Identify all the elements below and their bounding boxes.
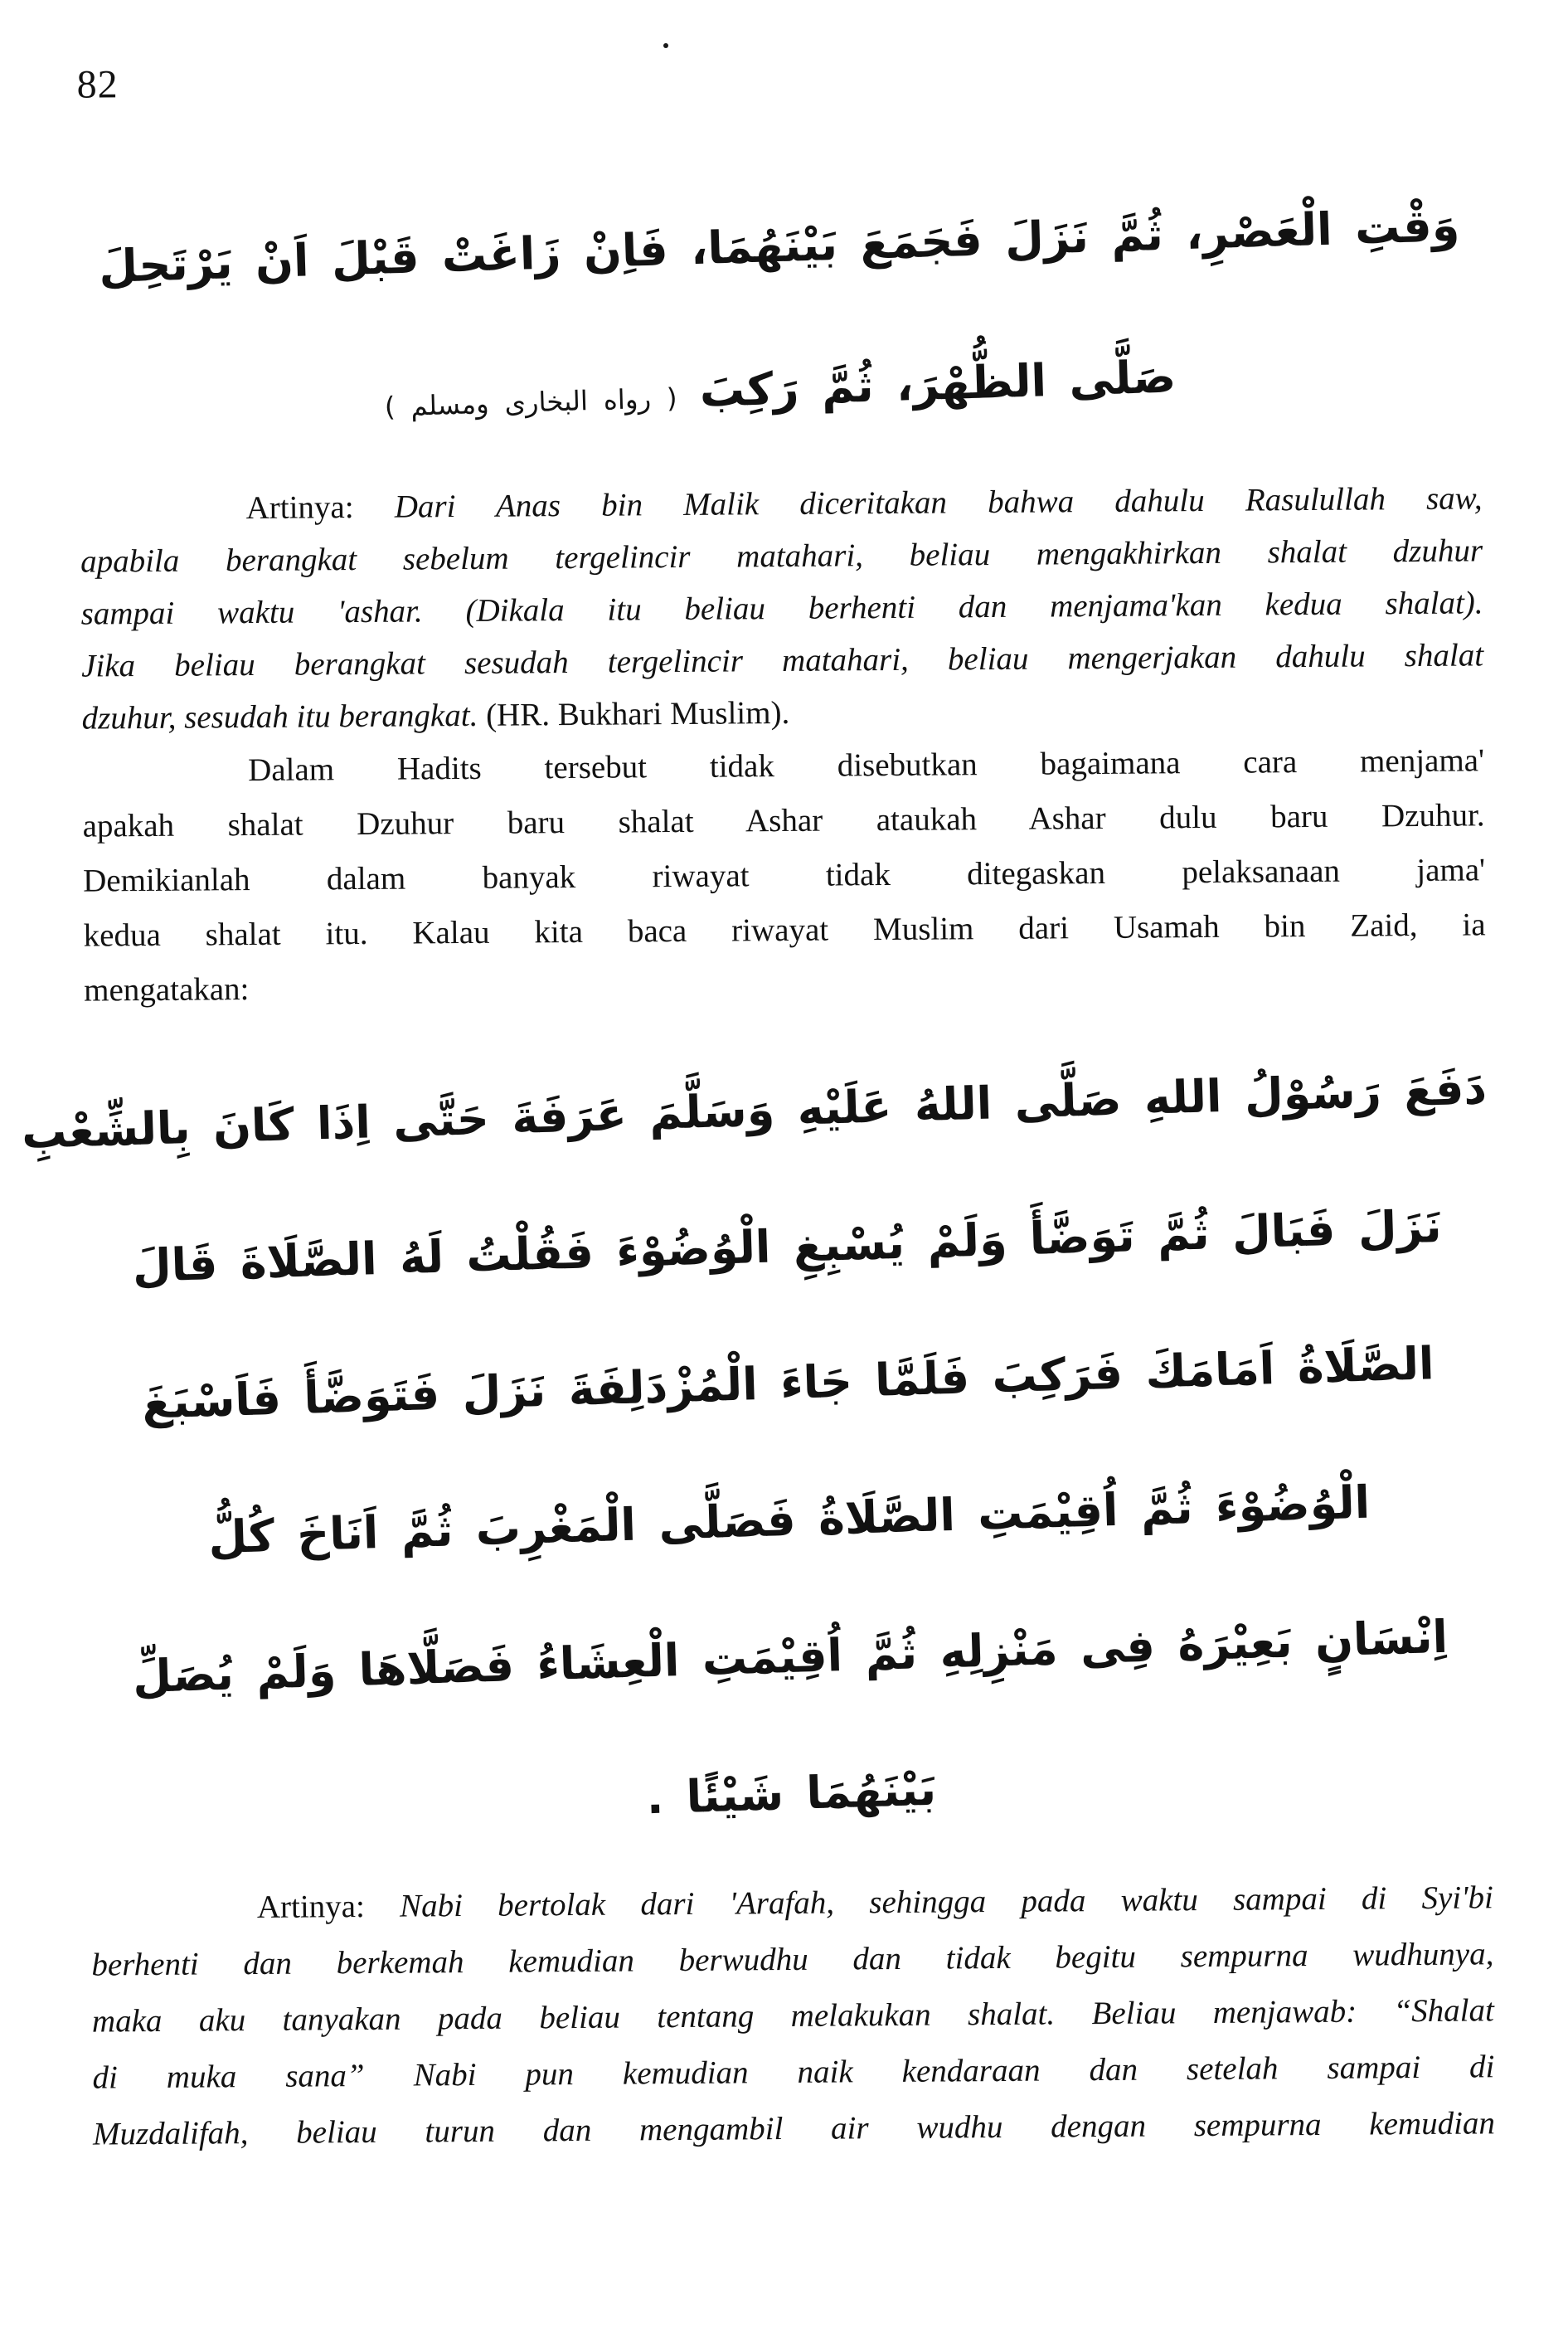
hadith-arabic-block-2 xyxy=(21,1035,1493,1867)
text-line: Muzdalifah, beliau turun dan mengambil air wudhu dengan sempurna kemudian xyxy=(92,2105,1496,2152)
text-line: Dalam Hadits tersebut tidak disebutkan bagaimana cara menjama' xyxy=(247,742,1485,789)
text-line: apabila berangkat sebelum tergelincir matahari, beliau mengakhirkan shalat dzuhur xyxy=(80,532,1483,580)
translation-text: Dari Anas bin Malik diceritakan bahwa dahulu Rasulullah saw, xyxy=(394,480,1483,525)
arabic-line: وَقْتِ الْعَصْرِ، ثُمَّ نَزَلَ فَجَمَعَ بَيْنَهُمَا، فَاِنْ زَاغَتْ قَبْلَ اَنْ يَرْتَحِلَ xyxy=(98,198,1461,294)
narrator-attribution: ( رواه البخارى ومسلم ) xyxy=(384,382,678,423)
hadith-arabic-block-1 xyxy=(78,169,1483,471)
text-line: di muka sana” Nabi pun kemudian naik kendaraan dan setelah sampai di xyxy=(92,2049,1495,2096)
hadith-source-citation: (HR. Bukhari Muslim). xyxy=(485,694,790,733)
commentary-paragraph xyxy=(82,733,1487,1018)
arabic-line-text: صَلَّى الظُّهْرَ، ثُمَّ رَكِبَ xyxy=(698,350,1177,417)
text-line: Jika beliau berangkat sesudah tergelincir matahari, beliau mengerjakan dahulu shalat xyxy=(80,637,1484,684)
text-line: maka aku tanyakan pada beliau tentang melakukan shalat. Beliau menjawab: “Shalat xyxy=(91,1992,1495,2040)
artinya-label: Artinya: xyxy=(245,489,395,527)
text-line: mengatakan: xyxy=(84,971,250,1009)
translation-text: Nabi bertolak dari 'Arafah, sehingga pada waktu sampai di Syi'bi xyxy=(399,1879,1493,1924)
arabic-line: دَفَعَ رَسُوْلُ اللهِ صَلَّى اللهُ عَلَيْهِ وَسَلَّمَ عَرَفَةَ حَتَّى اِذَا كَانَ بِالشِّعْبِ xyxy=(21,1062,1488,1160)
arabic-line: اِنْسَانٍ بَعِيْرَهُ فِى مَنْزِلِهِ ثُمَّ اُقِيْمَتِ الْعِشَاءُ فَصَلَّاهَا وَلَمْ يُصَلِّ xyxy=(132,1610,1449,1704)
text-line: apakah shalat Dzuhur baru shalat Ashar ataukah Ashar dulu baru Dzuhur. xyxy=(82,797,1485,844)
text-line: berhenti dan berkemah kemudian berwudhu dan tidak begitu sempurna wudhunya, xyxy=(91,1936,1494,1983)
text-line: kedua shalat itu. Kalau kita baca riwayat Muslim dari Usamah bin Zaid, ia xyxy=(83,907,1486,954)
arabic-line: الصَّلَاةُ اَمَامَكَ فَرَكِبَ فَلَمَّا جَاءَ الْمُزْدَلِفَةَ نَزَلَ فَتَوَضَّأَ فَاَسْبَغَ xyxy=(141,1337,1435,1429)
arabic-line: نَزَلَ فَبَالَ ثُمَّ تَوَضَّأَ وَلَمْ يُسْبِغِ الْوُضُوْءَ فَقُلْتُ لَهُ الصَّلَاةَ قَالَ xyxy=(131,1199,1443,1293)
arabic-line: الْوُضُوْءَ ثُمَّ اُقِيْمَتِ الصَّلَاةُ فَصَلَّى الْمَغْرِبَ ثُمَّ اَنَاخَ كُلُّ xyxy=(207,1476,1371,1564)
artinya-label: Artinya: xyxy=(256,1888,400,1926)
page-number: 82 xyxy=(76,62,119,107)
text-line: Demikianlah dalam banyak riwayat tidak ditegaskan pelaksanaan jama' xyxy=(82,852,1486,899)
translation-paragraph-1 xyxy=(80,472,1483,744)
translation-text: dzuhur, sesudah itu berangkat. xyxy=(81,697,487,737)
translation-paragraph-2 xyxy=(91,1870,1496,2162)
page-content xyxy=(21,0,1496,2163)
arabic-line: بَيْنَهُمَا شَيْئًا . xyxy=(645,1763,937,1825)
text-line: sampai waktu 'ashar. (Dikala itu beliau berhenti dan menjama'kan kedua shalat). xyxy=(80,585,1483,632)
